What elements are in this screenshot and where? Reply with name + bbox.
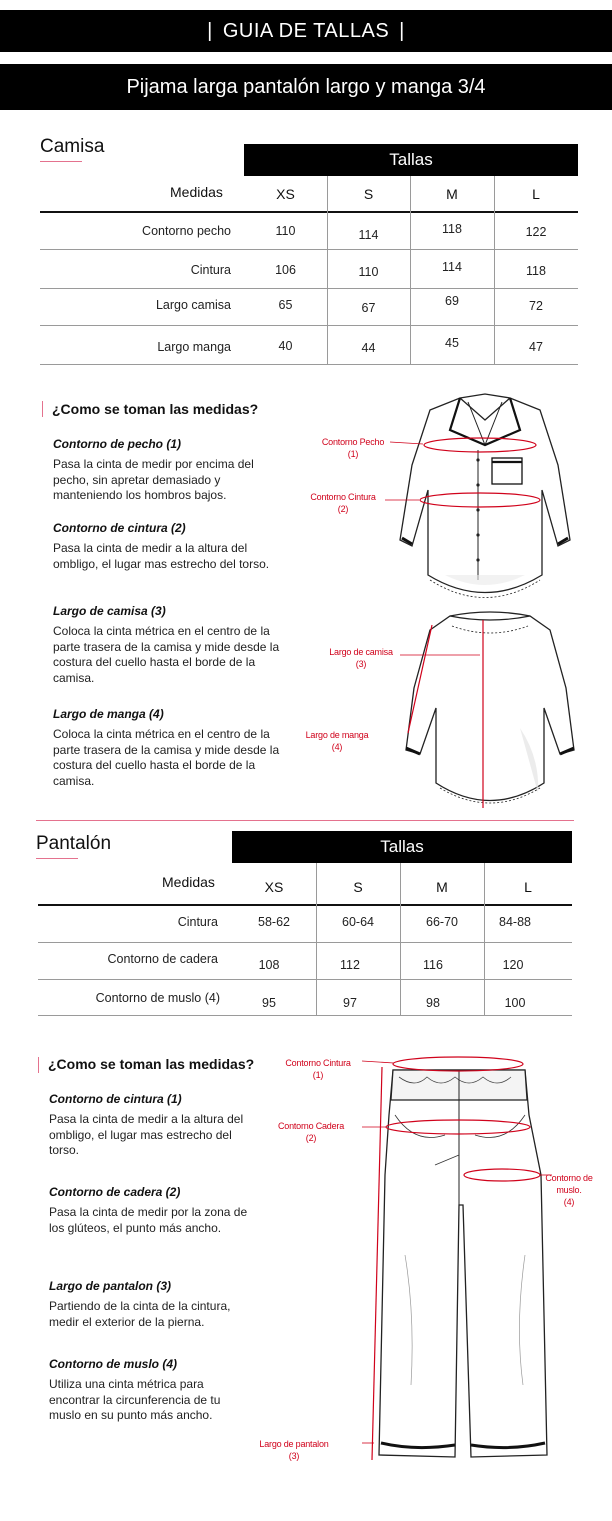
pantalon-cell: 84-88 (499, 915, 531, 929)
pantalon-instruction-title: Contorno de cadera (2) (49, 1185, 181, 1199)
pantalon-row-rule (38, 1015, 572, 1016)
camisa-row-rule (40, 288, 578, 289)
pantalon-col-divider (316, 863, 317, 1015)
label-pant-contorno-muslo (540, 1172, 598, 1208)
camisa-size-s: S (363, 186, 374, 202)
pantalon-instruction-title: Contorno de cintura (1) (49, 1092, 182, 1106)
camisa-size-l: L (532, 186, 540, 202)
label-largo-manga-text: Largo de manga (305, 730, 369, 740)
camisa-instruction-title: Largo de manga (4) (53, 707, 164, 721)
camisa-instruction-text: Pasa la cinta de medir por encima del pecho, sin apretar demasiado y manteniendo los hombros bajos. (53, 457, 254, 502)
pantalon-cell: 95 (262, 996, 276, 1010)
camisa-cell: 106 (275, 263, 296, 277)
guide-title-band (0, 10, 612, 52)
camisa-instruction-title: Largo de camisa (3) (53, 604, 166, 618)
shirt-measure-lines (385, 430, 545, 520)
pantalon-col-divider (484, 863, 485, 1015)
camisa-size-xs: XS (276, 186, 295, 202)
camisa-howto-accent (42, 401, 43, 417)
pantalon-cell: 108 (258, 958, 280, 972)
pantalon-header-rule (38, 904, 572, 906)
pantalon-col-divider (400, 863, 401, 1015)
pantalon-cell: 60-64 (342, 915, 374, 929)
camisa-cell: 122 (525, 225, 547, 239)
camisa-title-underline (40, 161, 82, 162)
pantalon-size-l: L (524, 879, 532, 895)
label-pant-largo-num: (3) (288, 1451, 300, 1461)
pantalon-row-label: Contorno de muslo (4) (95, 991, 220, 1005)
camisa-cell: 118 (442, 222, 462, 236)
pantalon-howto-accent (38, 1057, 39, 1073)
pantalon-howto-title: ¿Como se toman las medidas? (48, 1056, 255, 1072)
pantalon-cell: 97 (343, 996, 357, 1010)
label-pant-cintura-text: Contorno Cintura (285, 1058, 351, 1068)
label-largo-camisa-text: Largo de camisa (329, 647, 393, 657)
title-divider-left: | (207, 20, 213, 42)
label-contorno-cintura-text: Contorno Cintura (310, 492, 376, 502)
label-largo-camisa-num: (3) (355, 659, 367, 669)
product-title-band (0, 64, 612, 110)
camisa-row-label: Largo manga (157, 340, 231, 354)
label-pant-muslo-num: (4) (563, 1197, 575, 1207)
camisa-row-label: Contorno pecho (142, 224, 231, 238)
shirt-back-measure-lines (400, 615, 500, 815)
pantalon-medidas-label: Medidas (162, 874, 215, 890)
camisa-instruction-text: Coloca la cinta métrica en el centro de la parte trasera de la camisa y mide desde la costura del cuello hasta el borde de la camisa. (53, 624, 280, 685)
label-largo-manga-num: (4) (331, 742, 343, 752)
camisa-instruction-title: Contorno de pecho (1) (53, 437, 181, 451)
camisa-cell: 110 (275, 224, 296, 238)
camisa-instruction-text: Pasa la cinta de medir a la altura del ombligo, el lugar mas estrecho del torso. (53, 541, 270, 571)
pantalon-instruction-text: Utiliza una cinta métrica para encontrar la circunferencia de tu muslo en su punto más ancho. (49, 1377, 221, 1422)
label-pant-muslo-text: Contorno de muslo. (545, 1173, 593, 1195)
pantalon-size-s: S (353, 879, 363, 895)
label-largo-manga (300, 729, 374, 753)
pantalon-cell: 112 (340, 958, 360, 972)
camisa-cell: 69 (445, 294, 459, 308)
camisa-size-m: M (446, 186, 458, 202)
label-contorno-cintura-num: (2) (337, 504, 349, 514)
pantalon-cell: 66-70 (426, 915, 458, 929)
pantalon-size-m: M (436, 879, 448, 895)
camisa-howto-title: ¿Como se toman las medidas? (52, 401, 259, 417)
pantalon-instruction-text: Partiendo de la cinta de la cintura, medir el exterior de la pierna. (49, 1299, 231, 1329)
label-contorno-pecho (313, 436, 393, 460)
label-largo-camisa (324, 646, 398, 670)
camisa-row-label: Cintura (190, 263, 231, 277)
pantalon-cell: 100 (504, 996, 526, 1010)
camisa-instruction-title: Contorno de cintura (2) (53, 521, 186, 535)
product-title: Pijama larga pantalón largo y manga 3/4 (126, 76, 486, 98)
pantalon-cell: 120 (502, 958, 524, 972)
camisa-instruction-text: Coloca la cinta métrica en el centro de la parte trasera de la camisa y mide desde la costura del cuello hasta el borde de la camisa. (53, 727, 280, 788)
camisa-cell: 44 (361, 341, 376, 355)
label-contorno-cintura (300, 491, 386, 515)
pantalon-cell: 58-62 (258, 915, 290, 929)
camisa-row-rule (40, 325, 578, 326)
title-divider-right: | (399, 20, 405, 42)
camisa-cell: 118 (526, 264, 546, 278)
pantalon-title-underline (36, 858, 78, 859)
guide-title: GUIA DE TALLAS (222, 20, 390, 42)
pantalon-row-rule (38, 942, 572, 943)
label-pant-contorno-cintura (272, 1057, 364, 1081)
label-pant-cintura-num: (1) (312, 1070, 324, 1080)
pantalon-section-title: Pantalón (36, 833, 112, 854)
label-pant-cadera-num: (2) (305, 1133, 317, 1143)
camisa-cell: 110 (358, 265, 379, 279)
label-contorno-pecho-text: Contorno Pecho (321, 437, 385, 447)
camisa-row-rule (40, 364, 578, 365)
camisa-row-rule (40, 249, 578, 250)
camisa-cell: 40 (278, 339, 293, 353)
pantalon-cell: 116 (423, 958, 443, 972)
label-pant-largo-text: Largo de pantalon (259, 1439, 329, 1449)
pantalon-instruction-text: Pasa la cinta de medir a la altura del ombligo, el lugar mas estrecho del torso. (49, 1112, 244, 1157)
camisa-tallas-header: Tallas (244, 144, 578, 176)
pantalon-instruction-title: Contorno de muslo (4) (49, 1357, 177, 1371)
camisa-cell: 114 (358, 228, 379, 242)
camisa-medidas-label: Medidas (170, 184, 223, 200)
camisa-cell: 67 (361, 301, 376, 315)
label-contorno-pecho-num: (1) (347, 449, 359, 459)
pantalon-instruction-text: Pasa la cinta de medir por la zona de los glúteos, el punto más ancho. (49, 1205, 248, 1235)
camisa-row-label: Largo camisa (155, 298, 231, 312)
trousers-measure-lines (362, 1055, 562, 1465)
pantalon-tallas-header: Tallas (232, 831, 572, 863)
camisa-section-title: Camisa (40, 136, 105, 157)
pantalon-instruction-title: Largo de pantalon (3) (49, 1279, 172, 1293)
camisa-cell: 114 (442, 260, 462, 274)
pantalon-cell: 98 (426, 996, 440, 1010)
pantalon-size-xs: XS (264, 879, 284, 895)
label-pant-largo (246, 1438, 342, 1462)
camisa-cell: 47 (529, 340, 543, 354)
section-divider (36, 820, 574, 821)
pantalon-row-label: Contorno de cadera (107, 952, 218, 966)
camisa-cell: 45 (445, 336, 459, 350)
camisa-cell: 65 (278, 298, 293, 312)
pantalon-row-label: Cintura (177, 915, 218, 929)
label-pant-contorno-cadera (264, 1120, 358, 1144)
label-pant-cadera-text: Contorno Cadera (277, 1121, 345, 1131)
camisa-header-rule (40, 211, 578, 213)
pantalon-row-rule (38, 979, 572, 980)
camisa-cell: 72 (529, 299, 543, 313)
